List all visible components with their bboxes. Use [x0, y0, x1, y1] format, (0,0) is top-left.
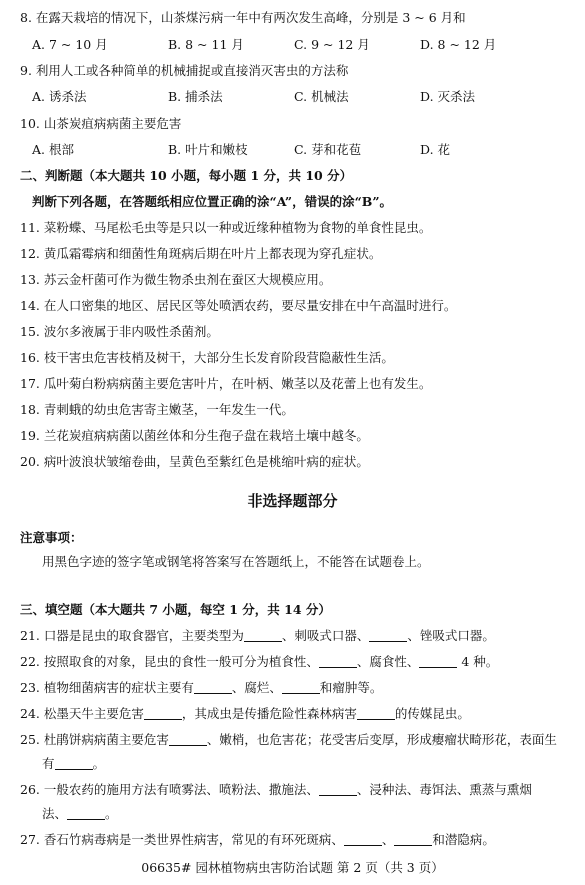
section-3-title: 三、填空题（本大题共 7 小题，每空 1 分，共 14 分）: [20, 602, 331, 617]
judge-item-16: 16. 枝干害虫危害枝梢及树干，大部分生长发育阶段营隐蔽性生活。: [20, 350, 394, 365]
answer-blank: [344, 834, 382, 846]
option-d: D. 花: [420, 142, 451, 157]
judge-item-18: 18. 青刺蛾的幼虫危害寄主嫩茎，一年发生一代。: [20, 402, 294, 417]
judge-item-15: 15. 波尔多液属于非内吸性杀菌剂。: [20, 324, 219, 339]
question-8-stem: 8. 在露天栽培的情况下，山茶煤污病一年中有两次发生高峰，分别是 3 ~ 6 月和: [20, 10, 466, 25]
answer-blank: [144, 708, 182, 720]
notice-text: 用黑色字迹的签字笔或钢笔将答案写在答题纸上，不能答在试题卷上。: [42, 554, 430, 569]
answer-blank: [394, 834, 432, 846]
section-2-title: 二、判断题（本大题共 10 小题，每小题 1 分，共 10 分）: [20, 168, 353, 183]
answer-blank: [194, 682, 232, 694]
fill-question-25-cont: 有 。: [42, 756, 106, 771]
question-10-options: [32, 142, 572, 158]
fill-question-21: 21. 口器是昆虫的取食器官，主要类型为 、刺吸式口器、 、锉吸式口器。: [20, 628, 495, 643]
option-c: C. 机械法: [294, 89, 349, 104]
judge-item-14: 14. 在人口密集的地区、居民区等处喷洒农药，要尽量安排在中午高温时进行。: [20, 298, 457, 313]
fill-question-23: 23. 植物细菌病害的症状主要有 、腐烂、 和瘤肿等。: [20, 680, 383, 695]
answer-blank: [419, 656, 457, 668]
fill-question-26-cont: 法、 。: [42, 806, 118, 821]
option-b: B. 叶片和嫩枝: [168, 142, 248, 157]
fill-question-24: 24. 松墨天牛主要危害 ，其成虫是传播危险性森林病害 的传媒昆虫。: [20, 706, 470, 721]
fill-question-22: 22. 按照取食的对象，昆虫的食性一般可分为植食性、 、腐食性、 4 种。: [20, 654, 499, 669]
judge-item-13: 13. 苏云金杆菌可作为微生物杀虫剂在蚕区大规模应用。: [20, 272, 332, 287]
answer-blank: [244, 630, 282, 642]
judge-item-11: 11. 菜粉蝶、马尾松毛虫等是只以一种或近缘种植物为食物的单食性昆虫。: [20, 220, 432, 235]
answer-blank: [319, 784, 357, 796]
answer-blank: [282, 682, 320, 694]
question-9-options: [32, 89, 572, 105]
option-a: A. 7 ~ 10 月: [32, 37, 108, 52]
notice-title: 注意事项：: [20, 530, 83, 545]
section-2-instruction: 判断下列各题，在答题纸相应位置正确的涂“A”，错误的涂“B”。: [32, 194, 393, 209]
judge-item-12: 12. 黄瓜霜霉病和细菌性角斑病后期在叶片上都表现为穿孔症状。: [20, 246, 382, 261]
part-title: 非选择题部分: [247, 492, 338, 510]
answer-blank: [369, 630, 407, 642]
option-c: C. 9 ~ 12 月: [294, 37, 370, 52]
option-b: B. 8 ~ 11 月: [168, 37, 244, 52]
answer-blank: [55, 758, 93, 770]
page-footer: 06635# 园林植物病虫害防治试题 第 2 页（共 3 页）: [141, 860, 444, 875]
answer-blank: [169, 734, 207, 746]
fill-question-26: 26. 一般农药的施用方法有喷雾法、喷粉法、撒施法、 、浸种法、毒饵法、熏蒸与熏烟: [20, 782, 532, 797]
fill-question-25: 25. 杜鹃饼病病菌主要危害 、嫩梢，也危害花；花受害后变厚，形成瘿瘤状畸形花，表面生: [20, 732, 557, 747]
judge-item-19: 19. 兰花炭疽病病菌以菌丝体和分生孢子盘在栽培土壤中越冬。: [20, 428, 369, 443]
question-8-options: [32, 37, 572, 53]
judge-item-17: 17. 瓜叶菊白粉病病菌主要危害叶片，在叶柄、嫩茎以及花蕾上也有发生。: [20, 376, 432, 391]
fill-question-27: 27. 香石竹病毒病是一类世界性病害，常见的有环死斑病、 、 和潜隐病。: [20, 832, 495, 847]
question-9-stem: 9. 利用人工或各种简单的机械捕捉或直接消灭害虫的方法称: [20, 63, 349, 78]
option-b: B. 捕杀法: [168, 89, 223, 104]
option-c: C. 芽和花苞: [294, 142, 362, 157]
option-d: D. 8 ~ 12 月: [420, 37, 497, 52]
answer-blank: [319, 656, 357, 668]
answer-blank: [67, 808, 105, 820]
option-d: D. 灭杀法: [420, 89, 476, 104]
question-10-stem: 10. 山茶炭疽病病菌主要危害: [20, 116, 182, 131]
option-a: A. 根部: [32, 142, 74, 157]
judge-item-20: 20. 病叶波浪状皱缩卷曲，呈黄色至紫红色是桃缩叶病的症状。: [20, 454, 369, 469]
answer-blank: [357, 708, 395, 720]
option-a: A. 诱杀法: [32, 89, 87, 104]
